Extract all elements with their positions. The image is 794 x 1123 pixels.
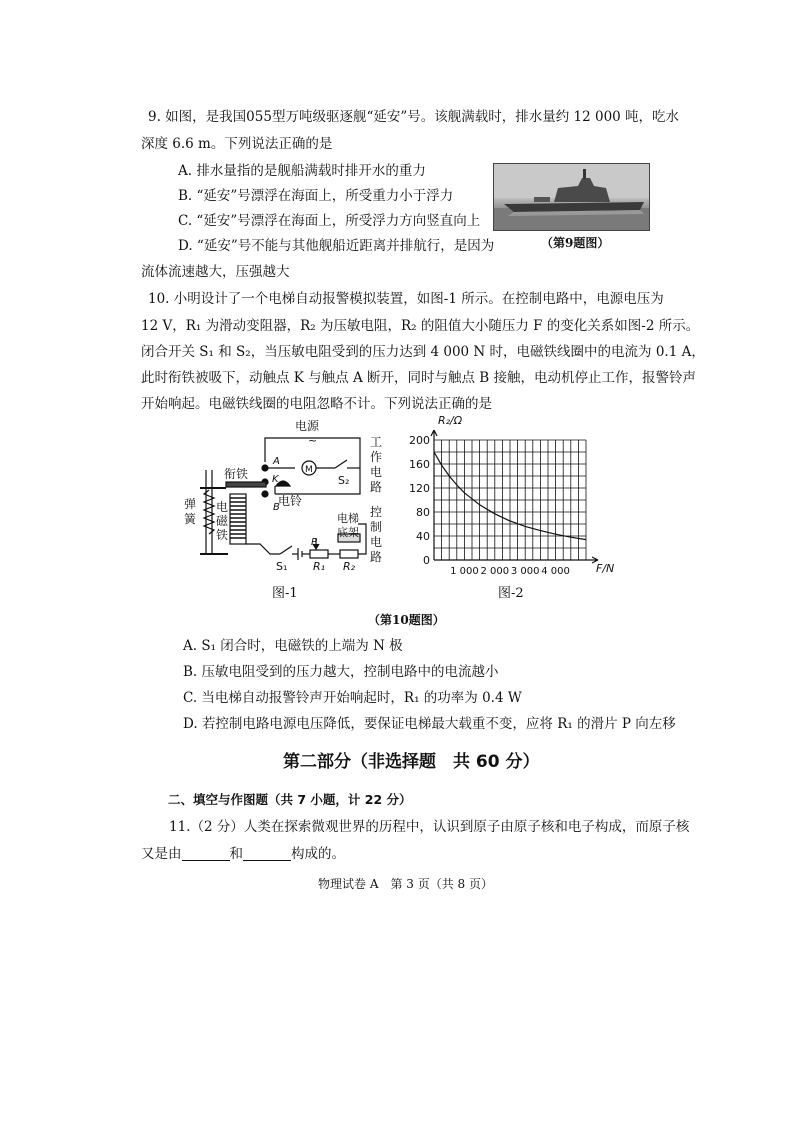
y-tick-label: 40 [416,530,430,543]
fig1-caption: 图-1 [272,586,298,601]
svg-text:工: 工 [370,435,383,449]
svg-text:电: 电 [370,535,383,549]
q9-option-d-cont: 流体流速越大，压强越大 [141,264,290,280]
q11-line1: 11.（2 分）人类在探索微观世界的历程中，认识到原子由原子核和电子构成，而原子核 [169,819,690,835]
svg-text:路: 路 [370,480,383,494]
armature-label: 衔铁 [224,467,249,481]
x-tick-label: 2 000 [480,566,510,577]
q10-stem-line1: 10. 小明设计了一个电梯自动报警模拟装置，如图-1 所示。在控制电路中，电源电压为 [148,291,664,307]
q11-line2: 又是由 和 构成的。 [141,846,345,862]
q9-option-b: B. “延安”号漂浮在海面上，所受重力小于浮力 [178,188,454,204]
destroyer-photo [493,163,650,231]
s2-label: S₂ [338,474,350,487]
p-label: P [311,537,318,548]
q10-option-a: A. S₁ 闭合时，电磁铁的上端为 N 极 [183,638,403,654]
q10-option-c: C. 当电梯自动报警铃声开始响起时，R₁ 的功率为 0.4 W [183,690,522,706]
svg-text:磁: 磁 [216,514,229,528]
svg-text:铁: 铁 [216,528,229,542]
svg-text:控: 控 [370,505,383,519]
part2-title: 第二部分（非选择题 共 60 分） [283,752,540,772]
y-tick-label: 160 [409,458,430,471]
q10-stem-line4: 此时衔铁被吸下，动触点 K 与触点 A 断开，同时与触点 B 接触，电动机停止工作，报警铃声 [141,370,697,386]
q9-option-c: C. “延安”号漂浮在海面上，所受浮力方向竖直向上 [178,213,481,229]
q10-option-b: B. 压敏电阻受到的压力越大，控制电路中的电流越小 [183,664,499,680]
r1-resistor [310,550,328,558]
svg-text:电: 电 [216,500,229,514]
q10-stem-line5: 开始响起。电磁铁线圈的电阻忽略不计。下列说法正确的是 [141,396,492,412]
y-tick-label: 200 [409,434,430,447]
q10-caption: （第10题图） [368,613,445,627]
svg-text:路: 路 [370,550,383,564]
answer-blank-2[interactable] [243,846,291,861]
page-footer: 物理试卷 A 第 3 页（共 8 页） [318,877,494,891]
q9-option-a: A. 排水量指的是舰船满载时排开水的重力 [178,163,426,179]
power-label: 电源 [295,419,320,433]
fig2-caption: 图-2 [498,586,524,601]
bell-label: 电铃 [278,494,303,508]
x-tick-label: 1 000 [450,566,479,577]
q9-option-d: D. “延安”号不能与其他舰船近距离并排航行，是因为 [178,238,495,254]
x-tick-label: 3 000 [510,566,540,577]
switch-s1 [280,546,292,554]
y-tick-label: 120 [409,482,430,495]
q9-stem-line2: 深度 6.6 m。下列说法正确的是 [141,136,333,152]
q9-caption: （第9题图） [541,236,610,250]
q10-stem-line3: 闭合开关 S₁ 和 S₂，当压敏电阻受到的压力达到 4 000 N 时，电磁铁线圈中的电流为 0.1 A， [141,344,705,360]
circuit-diagram [180,412,400,582]
b-label: B [273,502,280,513]
q9-stem-line1: 9. 如图，是我国055型万吨级驱逐舰“延安”号。该舰满载时，排水量约 12 000 吨，吃水 [148,109,680,125]
r2-resistor [340,550,358,558]
svg-text:簧: 簧 [184,512,197,526]
r2-label: R₂ [343,560,356,573]
x-tick-label: 4 000 [541,566,570,577]
x-axis-label: F/N [596,562,615,575]
y-tick-label: 80 [416,506,430,519]
switch-s2 [335,460,347,468]
r1-label: R₁ [313,560,326,573]
svg-text:~: ~ [308,434,318,447]
svg-text:作: 作 [370,450,383,464]
y-axis-label: R₂/Ω [438,414,463,427]
y-tick-label: 0 [423,554,430,567]
contact-b [262,491,268,497]
s1-label: S₁ [276,560,288,573]
q10-option-d: D. 若控制电路电源电压降低，要保证电梯最大载重不变，应将 R₁ 的滑片 P 向左移 [183,716,676,732]
elevator-base-label: 底架 [337,526,359,539]
k-label: K [272,474,279,485]
svg-text:制: 制 [370,520,383,534]
armature [226,482,266,487]
section-heading: 二、填空与作图题（共 7 小题，计 22 分） [168,792,412,807]
answer-blank-1[interactable] [182,846,230,861]
motor-label: M [305,465,313,475]
svg-text:电: 电 [370,465,383,479]
resistance-force-chart [404,412,624,580]
a-label: A [273,456,280,467]
svg-text:弹: 弹 [184,497,197,511]
q10-stem-line2: 12 V，R₁ 为滑动变阻器，R₂ 为压敏电阻，R₂ 的阻值大小随压力 F 的变化关系如图-2 所示。 [141,318,700,334]
chart-axes [431,430,598,563]
svg-text:电梯: 电梯 [337,512,359,525]
ship-silhouette-icon [494,164,649,230]
